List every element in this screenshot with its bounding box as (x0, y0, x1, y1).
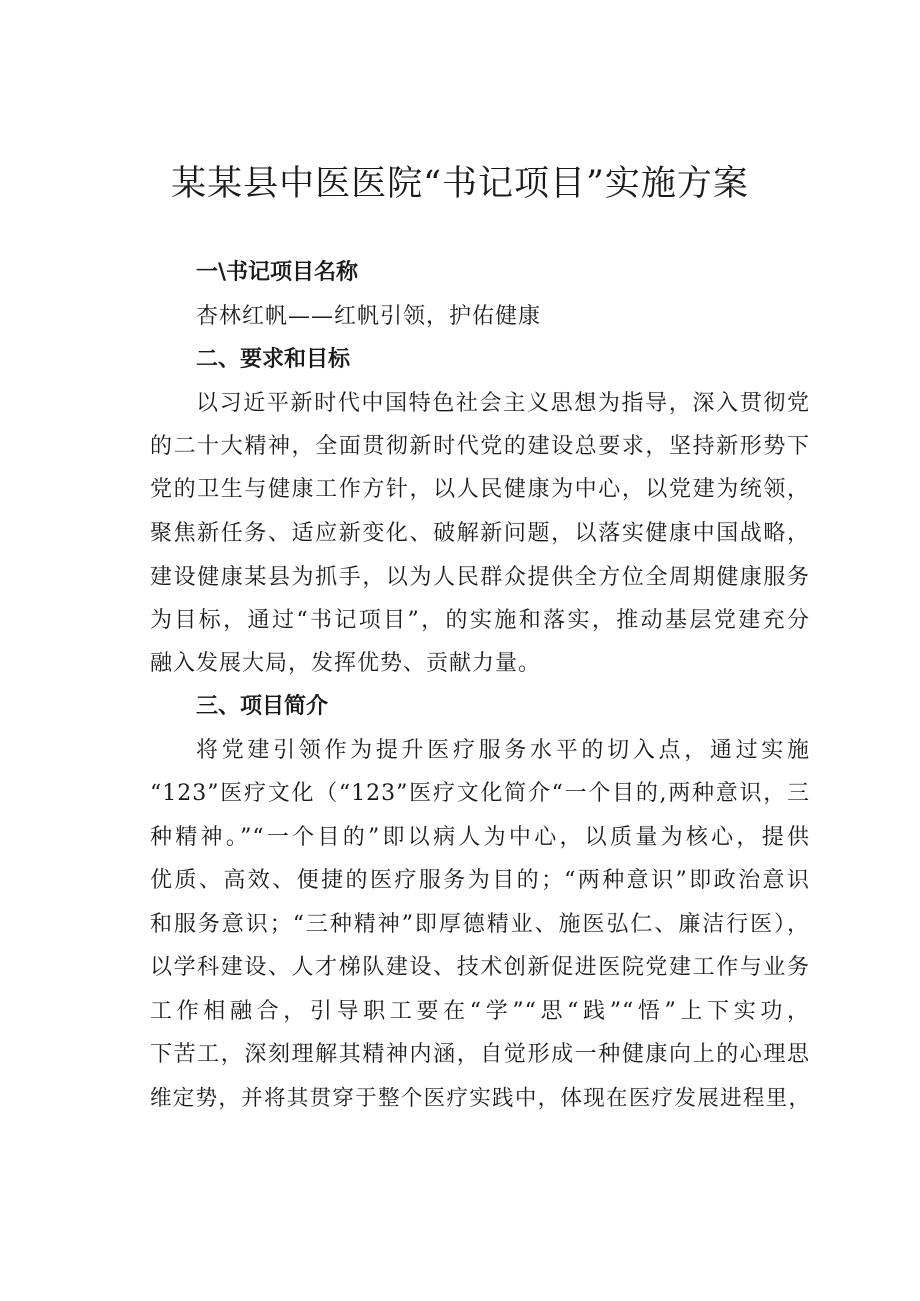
section-3-line-8: 下苦工，深刻理解其精神内涵，自觉形成一种健康向上的心理思 (150, 1042, 810, 1067)
section-3-line-1: 将党建引领作为提升医疗服务水平的切入点，通过实施 (196, 738, 810, 763)
section-2-line-5: 建设健康某县为抓手，以为人民群众提供全方位全周期健康服务 (150, 565, 810, 590)
section-3-line-4: 优质、高效、便捷的医疗服务为目的；“两种意识”即政治意识 (150, 868, 810, 893)
section-2-line-4: 聚焦新任务、适应新变化、破解新问题，以落实健康中国战略， (150, 521, 810, 546)
document-title: 某某县中医医院“书记项目”实施方案 (171, 164, 749, 204)
section-3-line-6: 以学科建设、人才梯队建设、技术创新促进医院党建工作与业务 (150, 955, 810, 980)
section-2-line-2: 的二十大精神，全面贯彻新时代党的建设总要求，坚持新形势下 (150, 434, 810, 459)
section-2-line-3: 党的卫生与健康工作方针，以人民健康为中心，以党建为统领， (150, 477, 810, 502)
section-3-line-9: 维定势，并将其贯穿于整个医疗实践中，体现在医疗发展进程里， (150, 1086, 810, 1111)
section-2-line-1: 以习近平新时代中国特色社会主义思想为指导，深入贯彻党 (196, 391, 810, 416)
section-3-line-7: 工作相融合，引导职工要在“学”“思“践”“悟”上下实功， (150, 999, 810, 1024)
section-heading-3: 三、项目简介 (196, 694, 329, 719)
section-3-line-2: “123”医疗文化（“123”医疗文化简介“一个目的,两种意识，三 (150, 781, 810, 806)
section-2-line-6: 为目标，通过“书记项目”，的实施和落实，推动基层党建充分 (150, 608, 810, 633)
section-3-line-3: 种精神。”“一个目的”即以病人为中心，以质量为核心，提供 (150, 825, 810, 850)
section-1-line-1: 杏林红帆——红帆引领，护佑健康 (196, 304, 542, 329)
section-heading-1: 一\书记项目名称 (196, 260, 359, 285)
section-2-line-7: 融入发展大局，发挥优势、贡献力量。 (150, 651, 542, 676)
section-3-line-5: 和服务意识；“三种精神”即厚德精业、施医弘仁、廉洁行医）， (150, 912, 810, 937)
section-heading-2: 二、要求和目标 (196, 347, 351, 372)
